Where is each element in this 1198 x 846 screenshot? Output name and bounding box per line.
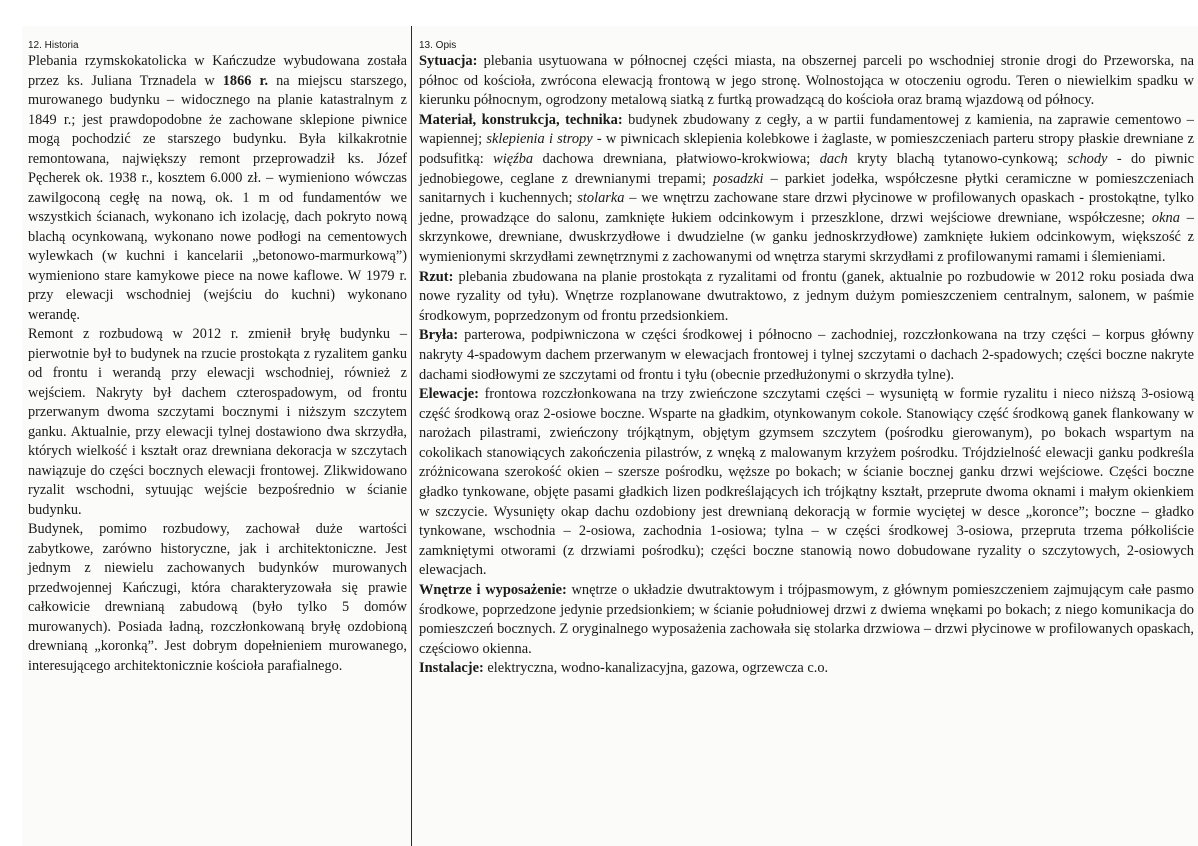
- term-italic: więźba: [493, 150, 534, 167]
- text-run: parterowa, podpiwniczona w części środkowej i północno – zachodniej, rozczłonkowana na trzy części – korpus główny nakryty 4-spadowym dachem przerwanym w elewacjach frontowej i tylnej szczytami o dachach 2-spadowych; części boczne nakryte dachami siodłowymi ze szczytami od frontu i tyłu (obecnie przedłużonymi o skrzydła tylne).: [419, 327, 1194, 383]
- history-text: [28, 52, 407, 676]
- description-column: [412, 26, 1198, 846]
- description-heading: 13. Opis: [419, 40, 457, 51]
- right-paragraph: [419, 385, 1194, 581]
- text-run: - w piwnicach sklepienia kolebkowe i żaglaste, w pomieszczeniach parteru stropy płaskie drewniane z podsufitką:: [419, 131, 1195, 167]
- right-paragraph: [419, 659, 1194, 679]
- section-label: Wnętrze i wyposażenie:: [419, 582, 567, 599]
- text-run: plebania zbudowana na planie prostokąta z ryzalitami od frontu (ganek, aktualnie po rozbudowie w 2012 roku posiada dwa nowe ryzality od tyłu). Wnętrze rozplanowane dwutraktowo, z jednym dużym pomieszczeniem centralnym, salonem, w paśmie środkowym, poprzedzonym od frontu przedsionkiem.: [419, 268, 1194, 324]
- right-paragraph: [419, 581, 1194, 659]
- term-italic: sklepienia i stropy: [486, 131, 593, 148]
- term-italic: dach: [819, 150, 848, 167]
- section-label: Elewacje:: [419, 386, 479, 403]
- history-column: [22, 26, 412, 846]
- term-italic: okna: [1151, 209, 1180, 226]
- right-paragraph: [419, 111, 1194, 268]
- text-run: – we wnętrzu zachowane stare drzwi płycinowe w profilowanych opaskach - prostokątne, tylko jedne, prowadzące do salonu, zamknięte łukiem odcinkowym i przeszklone, drzwi wejściowe drewniane, współczesne;: [419, 190, 1194, 226]
- section-label: Materiał, konstrukcja, technika:: [419, 111, 623, 128]
- section-label: 1866 r.: [222, 72, 269, 89]
- text-run: kryty blachą tytanowo-cynkową;: [847, 150, 1068, 167]
- term-italic: schody: [1067, 150, 1108, 167]
- text-run: na miejscu starszego, murowanego budynku – widocznego na planie katastralnym z 1849 r.; jest prawdopodobne że zachowane sklepione piwnice mogą pochodzić ze starszego budynku. Była kilkakrotnie remontowana, największy remont przeprowadził ks. Józef Pęcherek ok. 1938 r., kosztem 6.000 zł. – wymieniono wówczas zawilgoconą cegłę na nową, ok. 1 m od fundamentów we wszystkich ścianach, wykonano ich izolację, dach pokryto nową blachą ocynkowaną, wykonano nowe podłogi na cementowych wylewkach (w kuchni i kancelarii „betonowo-marmurkową”) wymieniono stare kamykowe piece na nowe kaflowe. W 1979 r. przy elewacji wschodniej (wejściu do kuchni) wykonano werandę.: [28, 72, 407, 323]
- text-run: - do piwnic jednobiegowe, ceglane z drewnianymi trepami;: [419, 150, 1194, 187]
- right-paragraph: [419, 326, 1194, 385]
- description-text: [419, 52, 1194, 679]
- term-italic: posadzki: [713, 170, 764, 187]
- section-label: Rzut:: [419, 268, 454, 285]
- right-paragraph: [419, 52, 1194, 111]
- text-run: wnętrze o układzie dwutraktowym i trójpasmowym, z głównym pomieszczeniem zajmującym całe pasmo środkowe, poprzedzone jedynie przedsionkiem; w ścianie południowej drzwi z dwiema wnękami po bokach; z niego komunikacja do pomieszczeń bocznych. Z oryginalnego wyposażenia zachowała się stolarka drzwiowa – drzwi płycinowe w profilowanych opaskach, częściowo okienna.: [419, 582, 1195, 657]
- right-paragraph: [419, 268, 1194, 327]
- text-run: Plebania rzymskokatolicka w Kańczudze wybudowana została przez ks. Juliana Trznadela w: [28, 53, 407, 89]
- text-run: plebania usytuowana w północnej części miasta, na obszernej parceli po wschodniej stronie drogi do Przeworska, na północ od kościoła, zwrócona elewacją frontową w jego stronę. Wolnostojąca w otoczeniu ogrodu. Teren o niewielkim spadku w kierunku północnym, ogrodzony metalową siatką z furtką prowadzącą do kościoła oraz bramą wjazdową od północy.: [419, 53, 1194, 109]
- text-run: – parkiet jodełka, współczesne płytki ceramiczne w pomieszczeniach sanitarnych i kuchennych;: [419, 170, 1194, 207]
- text-run: Budynek, pomimo rozbudowy, zachował duże wartości zabytkowe, zarówno historyczne, jak i architektoniczne. Jest jednym z niewielu zachowanych budynków murowanych przedwojennej Kańczugi, która charakteryzowała się prawie całkowicie drewnianą zabudową (było tylko 5 domów murowanych). Posiada ładną, rozczłonkowaną bryłę ozdobioną drewnianą „koronką”. Jest dobrym dopełnieniem murowanego, interesującego architektonicznie kościoła parafialnego.: [28, 521, 407, 674]
- history-heading: 12. Historia: [28, 40, 79, 51]
- section-label: Instalacje:: [419, 660, 484, 677]
- text-run: budynek zbudowany z cegły, a w partii fundamentowej z kamienia, na zaprawie cementowo – wapiennej;: [419, 111, 1194, 148]
- text-run: dachowa drewniana, płatwiowo-krokwiowa;: [533, 150, 820, 167]
- form-sheet: [22, 26, 1198, 846]
- section-label: Bryła:: [419, 327, 459, 344]
- left-paragraph: [28, 52, 407, 325]
- text-run: frontowa rozczłonkowana na trzy zwieńczone szczytami części – wysuniętą w formie ryzalitu i nieco niższą 3-osiową część środkową oraz 2-osiowe boczne. Wsparte na gładkim, otynkowanym cokole. Stanowiący część środkową ganek flankowany w narożach pilastrami, zwieńczony trójkątnym, objętym gzymsem szczytem (pośrodku gierowanym), po bokach wspartym na cokolikach stanowiących zakończenia pilastrów, z wnęką z malowanym krzyżem pośrodku. Trójdzielność elewacji ganku podkreśla zróżnicowana szerokość okien – szersze pośrodku, węższe po bokach; w ścianie bocznej ganku drzwi wejściowe. Części boczne gładko tynkowane, objęte pasami gładkich lizen podkreślających ich trójkątny kształt, przeprute dwoma oknami i małym okienkiem w szczycie. Wysunięty okap dachu ozdobiony jest drewnianą dekoracją w formie wyciętej w desce „koronce”; boczne – gładko tynkowane, wschodnia – 2-osiowa, zachodnia 1-osiowa; tylna – w części środkowej 3-osiowa, przeprutа trzema półkoliście zamkniętymi otworami (z drzwiami pośrodku); części boczne stanowią nowo dobudowane ryzality o szczytowych, 2-osiowych elewacjach.: [419, 386, 1194, 579]
- left-paragraph: [28, 520, 407, 676]
- term-italic: stolarka: [577, 190, 625, 207]
- section-label: Sytuacja:: [419, 53, 478, 69]
- text-run: Remont z rozbudową w 2012 r. zmienił bryłę budynku – pierwotnie był to budynek na rzucie prostokąta z ryzalitem ganku od frontu i werandą przy elewacji wschodniej, również z wejściem. Nakryty był dachem czterospadowym, od frontu przerwanym dwoma szczytami bocznymi i niższym szczytem ganku. Aktualnie, przy elewacji tylnej dostawiono dwa skrzydła, których wielkość i kształt oraz drewniana dekoracja w szczytach nawiązuje do części bocznych elewacji frontowej. Zlikwidowano ryzalit wschodni, sytuując wejście bezpośrednio w ścianie budynku.: [28, 326, 407, 518]
- left-paragraph: [28, 325, 407, 520]
- text-run: elektryczna, wodno-kanalizacyjna, gazowa, ogrzewcza c.o.: [483, 660, 829, 677]
- text-run: – skrzynkowe, drewniane, dwuskrzydłowe i dwudzielne (w ganku jednoskrzydłowe) zamknięte łukiem odcinkowym, większość z wymienionymi skrzydłami zewnętrznymi z zachowanymi od wnętrza starymi skrzydłami z profilowanymi ramami i ślemieniami.: [419, 209, 1194, 265]
